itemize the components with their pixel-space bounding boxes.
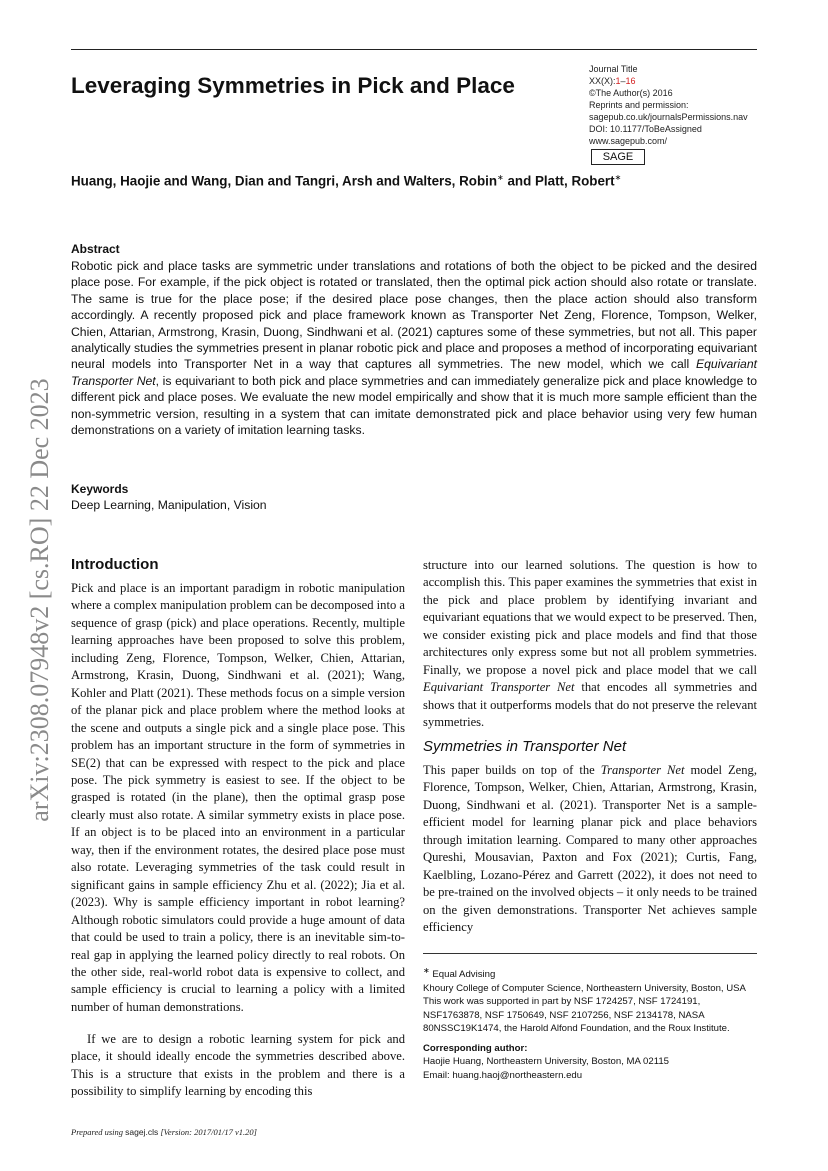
intro-emphasis: Equivariant Transporter Net	[423, 680, 575, 695]
equal-advising-mark: ∗	[614, 173, 622, 182]
footnote-text: Equal Advising	[429, 969, 496, 981]
sage-url: www.sagepub.com/	[589, 136, 668, 146]
journal-info	[589, 63, 769, 147]
intro-paragraph-1	[71, 580, 405, 1016]
sym-emphasis: Transporter Net	[600, 763, 685, 777]
volume-label: XX(X):	[589, 76, 616, 86]
corresponding-name: Haojie Huang, Northeastern University, Boston, MA 02115	[423, 1056, 670, 1068]
funding-note: This work was supported in part by NSF 1724257, NSF 1724191, NSF1763878, NSF 1750649, NSF 2107256, NSF 2134178, NASA 80NSSC19K1474, the Harold Alfond Foundation, and the Roux Institute.	[423, 996, 730, 1035]
footer-prepared: Prepared using	[71, 1127, 126, 1137]
permissions-url: sagepub.co.uk/journalsPermissions.nav	[589, 112, 748, 122]
page-end-link[interactable]: 16	[625, 76, 636, 86]
page-footer	[71, 1127, 257, 1137]
footnote-mark: ∗	[423, 966, 430, 975]
copyright: ©The Author(s) 2016	[589, 88, 673, 98]
abstract-text-part: Robotic pick and place tasks are symmetric under translations and rotations of both the object to be picked and the desired place pose. For example, if the pick object is rotated or translated, then the optimal pick action should also rotate or translate. The same is true for the place pose; if the desired place pose changes, then the place action should also transform accordingly. A recently proposed pick and place framework known as Transporter Net Zeng, Florence, Tompson, Welker, Chien, Attarian, Armstrong, Krasin, Duong, Sindhwani et al. (2021) captures some of these symmetries, but not all. This paper analytically studies the symmetries present in planar robotic pick and place and proposes a method of incorporating equivariant neural models into Transporter Net in a way that captures all symmetries. The new model, which we call	[71, 259, 757, 372]
footer-version: [Version: 2017/01/17 v1.20]	[158, 1127, 257, 1137]
affiliation: Khoury College of Computer Science, Northeastern University, Boston, USA	[423, 982, 746, 994]
equal-advising-mark: ∗	[497, 173, 504, 182]
introduction-heading: Introduction	[71, 556, 159, 573]
doi: DOI: 10.1177/ToBeAssigned	[589, 124, 702, 134]
math-se2: SE(2)	[71, 755, 101, 770]
abstract-text-part: , is equivariant to both pick and place symmetries and can immediately generalize pick and place knowledge to different pick and place poses. We evaluate the new model empirically and show that it is much more sample efficient than the non-symmetric version, resulting in a system that can imitate demonstrated pick and place behavior using very few human demonstrations on a variety of imitation learning tasks.	[71, 373, 758, 438]
intro-text-part: structure into our learned solutions. The question is how to accomplish this. This paper examines the symmetries that exist in the pick and place problem by identifying invariant and equivariant equations that we would expect to be preserved. Then, we consider existing pick and place models and find that those architectures only express some but not all problem symmetries. Finally, we propose a novel pick and place model that we call	[423, 558, 757, 677]
corresponding-heading: Corresponding author:	[423, 1042, 528, 1054]
footnotes	[423, 964, 757, 1082]
footnote-rule	[423, 953, 757, 954]
reprints-label: Reprints and permission:	[589, 100, 689, 110]
authors-part1: Huang, Haojie and Wang, Dian and Tangri, Arsh and Walters, Robin	[71, 173, 498, 189]
keywords-text: Deep Learning, Manipulation, Vision	[71, 498, 267, 512]
sym-text-part: This paper builds on top of the	[423, 763, 601, 777]
keywords-heading: Keywords	[71, 482, 129, 496]
intro-text-part: that can be expressed with respect to the pick and place pose. The pick symmetry is easiest to see. If the object to be grasped is rotated (in the plane), then the optimal grasp pose clearly must also rotate. A similar symmetry exists in place pose. If an object is to be placed into an environment in a particular way, then if the environment rotates, the desired place pose must also rotate. Leveraging symmetries of the task could result in significant gains in sample efficiency Zhu et al. (2022); Jia et al. (2023). Why is sample efficiency important in robot learning? Although robotic simulators could provide a huge amount of data that could be used to train a policy, there is an inevitable sim-to-real gap in applying the learned policy directly to real robots. On the other side, real-world robot data is expensive to collect, and sample efficiency is crucial to learning a policy with a limited number of human demonstrations.	[71, 755, 405, 1014]
intro-paragraph-continued	[423, 557, 757, 732]
abstract-emphasis: Equivariant Transporter Net	[71, 357, 757, 388]
corresponding-email[interactable]: Email: huang.haoj@northeastern.edu	[423, 1069, 583, 1081]
journal-volume	[589, 75, 769, 87]
sage-logo: SAGE	[591, 149, 645, 165]
abstract-text	[71, 258, 757, 438]
journal-title: Journal Title	[589, 64, 638, 74]
authors-part2: and Platt, Robert	[503, 173, 615, 189]
arxiv-stamp: arXiv:2308.07948v2 [cs.RO] 22 Dec 2023	[25, 378, 54, 822]
header-rule	[71, 49, 757, 50]
symmetries-subheading: Symmetries in Transporter Net	[423, 738, 627, 755]
intro-text-part: Pick and place is an important paradigm in robotic manipulation where a complex manipulation problem can be decomposed into a sequence of grasp (pick) and place operations. Recently, multiple learning approaches have been proposed to solve this problem, including Zeng, Florence, Tompson, Welker, Chien, Attarian, Armstrong, Krasin, Duong, Sindhwani et al. (2021); Wang, Kohler and Platt (2021). These methods focus on a simple version of the planar pick and place problem where the method looks at the scene and outputs a single pick and a single place pose. This problem has an important structure in the form of symmetries in	[71, 581, 405, 753]
intro-paragraph-2: If we are to design a robotic learning system for pick and place, it should ideally encode the symmetries described above. This is a structure that exists in the problem and there is a possibility to simplify learning by encoding this	[71, 1032, 405, 1099]
page-separator: –	[620, 76, 626, 86]
page-start-link[interactable]: 1	[615, 76, 621, 86]
equal-advising-note	[423, 964, 757, 982]
symmetries-paragraph	[423, 762, 757, 937]
abstract-heading: Abstract	[71, 242, 120, 256]
author-list	[71, 173, 771, 188]
sym-text-part: model Zeng, Florence, Tompson, Welker, Chien, Attarian, Armstrong, Krasin, Duong, Sindhwani et al. (2021). Transporter Net is a sample-efficient model for learning planar pick and place behaviors through imitation learning. Compared to many other approaches Qureshi, Mousavian, Paxton and Fox (2021); Curtis, Fang, Kaelbling, Lozano-Pérez and Garrett (2022), it does not need to be pre-trained on the involved objects – it only needs to be trained on the given demonstrations. Transporter Net achieves sample efficiency	[423, 763, 757, 935]
footer-cls: sagej.cls	[125, 1127, 159, 1137]
paper-title: Leveraging Symmetries in Pick and Place	[71, 73, 515, 98]
intro-text-part: that encodes all symmetries and shows that it outperforms models that do not preserve the relevant symmetries.	[423, 680, 757, 730]
